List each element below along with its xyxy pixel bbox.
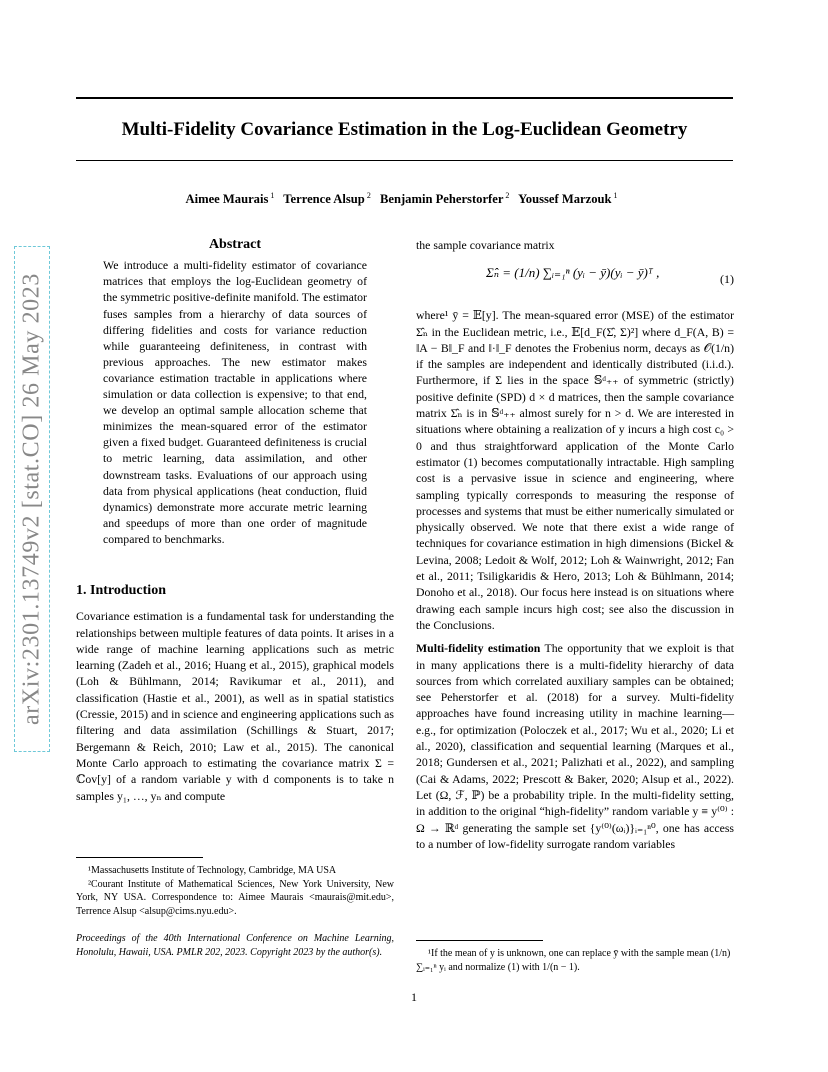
arxiv-sidebar[interactable] <box>14 246 50 752</box>
footnote-separator <box>76 857 203 858</box>
proceedings-note: Proceedings of the 40th International Conference on Machine Learning, Honolulu, Hawaii, USA. PMLR 202, 2023. Copyright 2023 by the author(s). <box>76 933 394 958</box>
footnote-text: ¹If the mean of y is unknown, one can replace ȳ with the sample mean (1/n) ∑ᵢ₌₁ⁿ yᵢ and normalize (1) with 1/(n − 1). <box>416 948 731 973</box>
equation-block <box>416 257 734 301</box>
mf-paragraph <box>416 640 734 852</box>
lead-text: the sample covariance matrix <box>416 238 555 252</box>
author-affiliation: 2 <box>366 191 371 200</box>
abstract-body: We introduce a multi-fidelity estimator of covariance matrices that employs the log-Euclidean geometry of the symmetric positive-definite manifold. The estimator fuses samples from a hierarchy of data sources of differing fidelities and costs for variance reduction while guaranteeing definiteness, in contrast with previous approaches. The new estimator makes covariance estimation tractable in applications where simulation or data collection is expensive; to that end, we develop an optimal sample allocation scheme that minimizes the mean-squared error of the estimator given a fixed budget. Guaranteed definiteness is crucial to metric learning, data assimilation, and other downstream tasks. Evaluations of our approach using data from physical applications (heat conduction, fluid dynamics) demonstrate more accurate metric learning and speedups of more than one order of magnitude compared to benchmarks. <box>103 258 367 546</box>
author-affiliation: 1 <box>270 191 275 200</box>
mf-body: The opportunity that we exploit is that in many applications there is a multi-fidelity hierarchy of data sources from which correlated auxiliary samples can be obtained; see Peherstorfer et al. (2018) for a survey. Multi-fidelity approaches have found increasing utility in machine learning—e.g., for optimization (Poloczek et al., 2017; Wu et al., 2020; Li et al., 2020), classification and sequential learning (Marques et al., 2018; Gundersen et al., 2021; Palizhati et al., 2022), and sampling (Cai & Adams, 2022; Prescott & Baker, 2020; Alsup et al., 2022). Let (Ω, ℱ, ℙ) be a probability triple. In the multi-fidelity setting, in addition to the original “high-fidelity” random variable y ≡ y⁽⁰⁾ : Ω → ℝᵈ generating the sample set {y⁽⁰⁾(ωᵢ)}ᵢ₌₁ⁿ⁰, one has access to a number of low-fidelity surrogate random variables <box>416 641 734 851</box>
author-list <box>76 191 733 207</box>
intro-paragraph: Covariance estimation is a fundamental task for understanding the relationships between multiple features of data points. It arises in a wide range of machine learning applications such as metric learning (Zadeh et al., 2016; Huang et al., 2015), graphical models (Loh & Bühlmann, 2014; Ravikumar et al., 2011), and classification (Hastie et al., 2001), as well as in spatial statistics (Cressie, 2015) and in science and engineering applications such as filtering and data assimilation (Schillings & Stuart, 2017; Bergemann & Reich, 2010; Law et al., 2015). The canonical Monte Carlo approach to estimating the covariance matrix Σ = ℂov[y] of a random variable y with d components is to take n samples y₁, …, yₙ and compute <box>76 609 394 803</box>
page-number: 1 <box>411 990 417 1004</box>
section-heading: 1. Introduction <box>76 582 166 598</box>
affiliation-2: ²Courant Institute of Mathematical Sciences, New York University, New York, NY USA. Correspondence to: Aimee Maurais <maurais@mit.edu>, Terrence Alsup <alsup@cims.nyu.edu>. <box>76 878 394 917</box>
body-paragraph: where¹ ȳ = 𝔼[y]. The mean-squared error (MSE) of the estimator Σ̂ₙ in the Euclidean metric, i.e., 𝔼[d_F(Σ̂, Σ)²] where d_F(A, B) = ‖A − B‖_F and ‖·‖_F denotes the Frobenius norm, decays as 𝒪(1/n) if the samples are independent and identically distributed (i.i.d.). Furthermore, if Σ lies in the space 𝕊ᵈ₊₊ of symmetric (strictly) positive definite (SPD) d × d matrices, then the sample covariance matrix Σ̂ₙ is in 𝕊ᵈ₊₊ almost surely for n > d. We are interested in situations where obtaining a realization of y incurs a high cost c₀ > 0 and thus straightforward application of the Monte Carlo estimator (1) becomes computationally intractable. High sampling cost is a pervasive issue in science and engineering, where sampling typically corresponds to measuring the response of processes and systems that must be either numerically simulated or physically observed. We note that there exist a wide range of techniques for covariance estimation in high dimensions (Bickel & Levina, 2008; Ledoit & Wolf, 2012; Loh & Wainwright, 2012; Fan et al., 2011; Tsiligkaridis & Hero, 2013; Loh & Bühlmann, 2014; Donoho et al., 2018). Our focus here instead is on situations where drawing each sample incurs high cost; see also the discussion in the Conclusions. <box>416 308 734 632</box>
author-affiliation: 1 <box>613 191 618 200</box>
author-name: Benjamin Peherstorfer <box>379 192 504 207</box>
right-column <box>416 237 734 852</box>
footnote-separator <box>416 940 543 941</box>
left-column <box>76 237 394 804</box>
paper-title: Multi-Fidelity Covariance Estimation in the Log-Euclidean Geometry <box>121 119 688 140</box>
arxiv-id[interactable]: arXiv:2301.13749v2 [stat.CO] 26 May 2023 <box>18 273 45 725</box>
title-rule-bottom <box>76 160 733 161</box>
mean-footnote <box>416 940 734 974</box>
author-name: Aimee Maurais <box>185 192 269 207</box>
equation-number[interactable]: (1) <box>720 272 734 287</box>
affiliation-1: ¹Massachusetts Institute of Technology, Cambridge, MA USA <box>88 865 337 876</box>
title-rule-top <box>76 97 733 99</box>
author-affiliation: 2 <box>505 191 510 200</box>
affiliation-footnotes <box>76 857 394 959</box>
abstract-heading: Abstract <box>208 237 262 252</box>
author-name: Youssef Marzouk <box>518 192 612 207</box>
author-name: Terrence Alsup <box>283 192 365 207</box>
paragraph-heading: Multi-fidelity estimation <box>416 641 541 656</box>
equation: Σ̂ₙ = (1/n) ∑ᵢ₌₁ⁿ (yᵢ − ȳ)(yᵢ − ȳ)ᵀ , <box>486 265 660 281</box>
